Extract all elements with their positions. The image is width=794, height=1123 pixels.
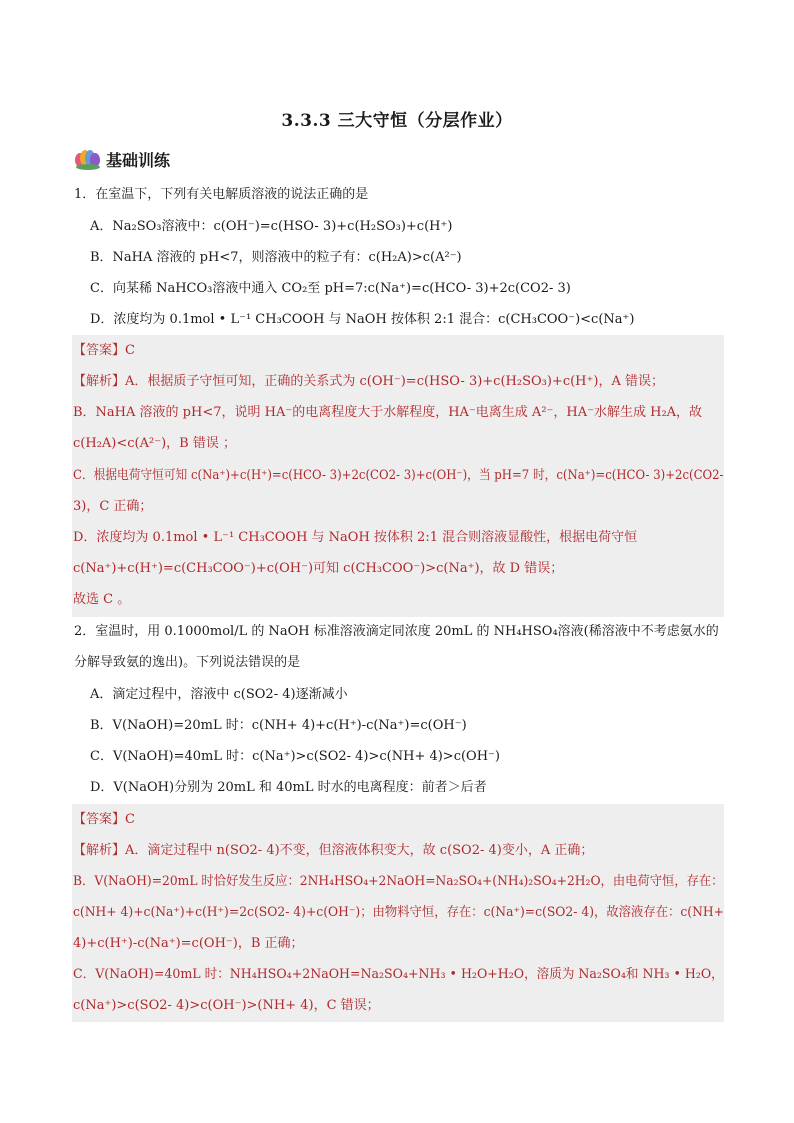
section-header: [74, 147, 170, 171]
q1-analysis-1: 【解析】A．根据质子守恒可知，正确的关系式为 c(OH⁻)=c(HSO- 3)+c(H₂SO₃)+c(H⁺)，A 错误；: [73, 374, 664, 389]
q2-option-c: C．V(NaOH)=40mL 时：c(Na⁺)>c(SO2- 4)>c(NH+ 4)>c(OH⁻): [90, 749, 500, 764]
q1-answer: 【答案】C: [73, 343, 135, 358]
q1-option-b: B．NaHA 溶液的 pH<7，则溶液中的粒子有：c(H₂A)>c(A²⁻): [90, 250, 462, 265]
q2-analysis-4: 4)+c(H⁺)-c(Na⁺)=c(OH⁻)，B 正确；: [73, 936, 304, 951]
q2-option-b: B．V(NaOH)=20mL 时：c(NH+ 4)+c(H⁺)-c(Na⁺)=c(OH⁻): [90, 718, 467, 733]
q2-analysis-1: 【解析】A．滴定过程中 n(SO2- 4)不变，但溶液体积变大，故 c(SO2- 4)变小，A 正确；: [73, 843, 594, 858]
q2-stem-1: 2．室温时，用 0.1000mol/L 的 NaOH 标准溶液滴定同浓度 20mL 的 NH₄HSO₄溶液(稀溶液中不考虑氨水的: [74, 624, 719, 639]
q2-stem-2: 分解导致氨的逸出)。下列说法错误的是: [74, 655, 301, 670]
q1-analysis-4: C．根据电荷守恒可知 c(Na⁺)+c(H⁺)=c(HCO- 3)+2c(CO2- 3)+c(OH⁻)，当 pH=7 时，c(Na⁺)=c(HCO- 3)+2c(CO2-: [73, 468, 724, 483]
q2-answer: 【答案】C: [73, 812, 135, 827]
q1-analysis-5: 3)，C 正确；: [73, 499, 153, 514]
q1-stem: 1．在室温下，下列有关电解质溶液的说法正确的是: [74, 187, 369, 202]
section-label: 基础训练: [106, 150, 171, 170]
q1-option-c: C．向某稀 NaHCO₃溶液中通入 CO₂至 pH=7:c(Na⁺)=c(HCO- 3)+2c(CO2- 3): [90, 281, 571, 296]
page-title: 3.3.3 三大守恒（分层作业）: [281, 111, 513, 131]
flower-icon: [74, 148, 102, 170]
q2-analysis-2: B．V(NaOH)=20mL 时恰好发生反应：2NH₄HSO₄+2NaOH=Na₂SO₄+(NH₄)₂SO₄+2H₂O，由电荷守恒，存在：: [73, 874, 724, 889]
q1-analysis-3: c(H₂A)<c(A²⁻)，B 错误 ；: [73, 436, 236, 451]
q2-option-a: A．滴定过程中，溶液中 c(SO2- 4)逐渐减小: [90, 687, 348, 702]
q2-analysis-6: c(Na⁺)>c(SO2- 4)>c(OH⁻)>(NH+ 4)，C 错误；: [73, 998, 380, 1013]
q1-option-d: D．浓度均为 0.1mol • L⁻¹ CH₃COOH 与 NaOH 按体积 2:1 混合：c(CH₃COO⁻)<c(Na⁺): [90, 312, 635, 327]
q1-analysis-7: c(Na⁺)+c(H⁺)=c(CH₃COO⁻)+c(OH⁻)可知 c(CH₃COO⁻)>c(Na⁺)，故 D 错误；: [73, 561, 564, 576]
q1-option-a: A．Na₂SO₃溶液中：c(OH⁻)=c(HSO- 3)+c(H₂SO₃)+c(H⁺): [90, 219, 453, 234]
q2-option-d: D．V(NaOH)分别为 20mL 和 40mL 时水的电离程度：前者＞后者: [90, 780, 487, 795]
q1-analysis-2: B．NaHA 溶液的 pH<7，说明 HA⁻的电离程度大于水解程度，HA⁻电离生成 A²⁻，HA⁻水解生成 H₂A，故: [73, 405, 703, 420]
q2-analysis-5: C．V(NaOH)=40mL 时：NH₄HSO₄+2NaOH=Na₂SO₄+NH₃ • H₂O+H₂O，溶质为 Na₂SO₄和 NH₃ • H₂O，: [73, 967, 724, 982]
q2-analysis-3: c(NH+ 4)+c(Na⁺)+c(H⁺)=2c(SO2- 4)+c(OH⁻)；由物料守恒，存在：c(Na⁺)=c(SO2- 4)，故溶液存在：c(NH+: [73, 905, 724, 920]
q1-analysis-6: D．浓度均为 0.1mol • L⁻¹ CH₃COOH 与 NaOH 按体积 2:1 混合则溶液显酸性，根据电荷守恒: [73, 530, 638, 545]
q1-analysis-8: 故选 C 。: [73, 592, 131, 607]
